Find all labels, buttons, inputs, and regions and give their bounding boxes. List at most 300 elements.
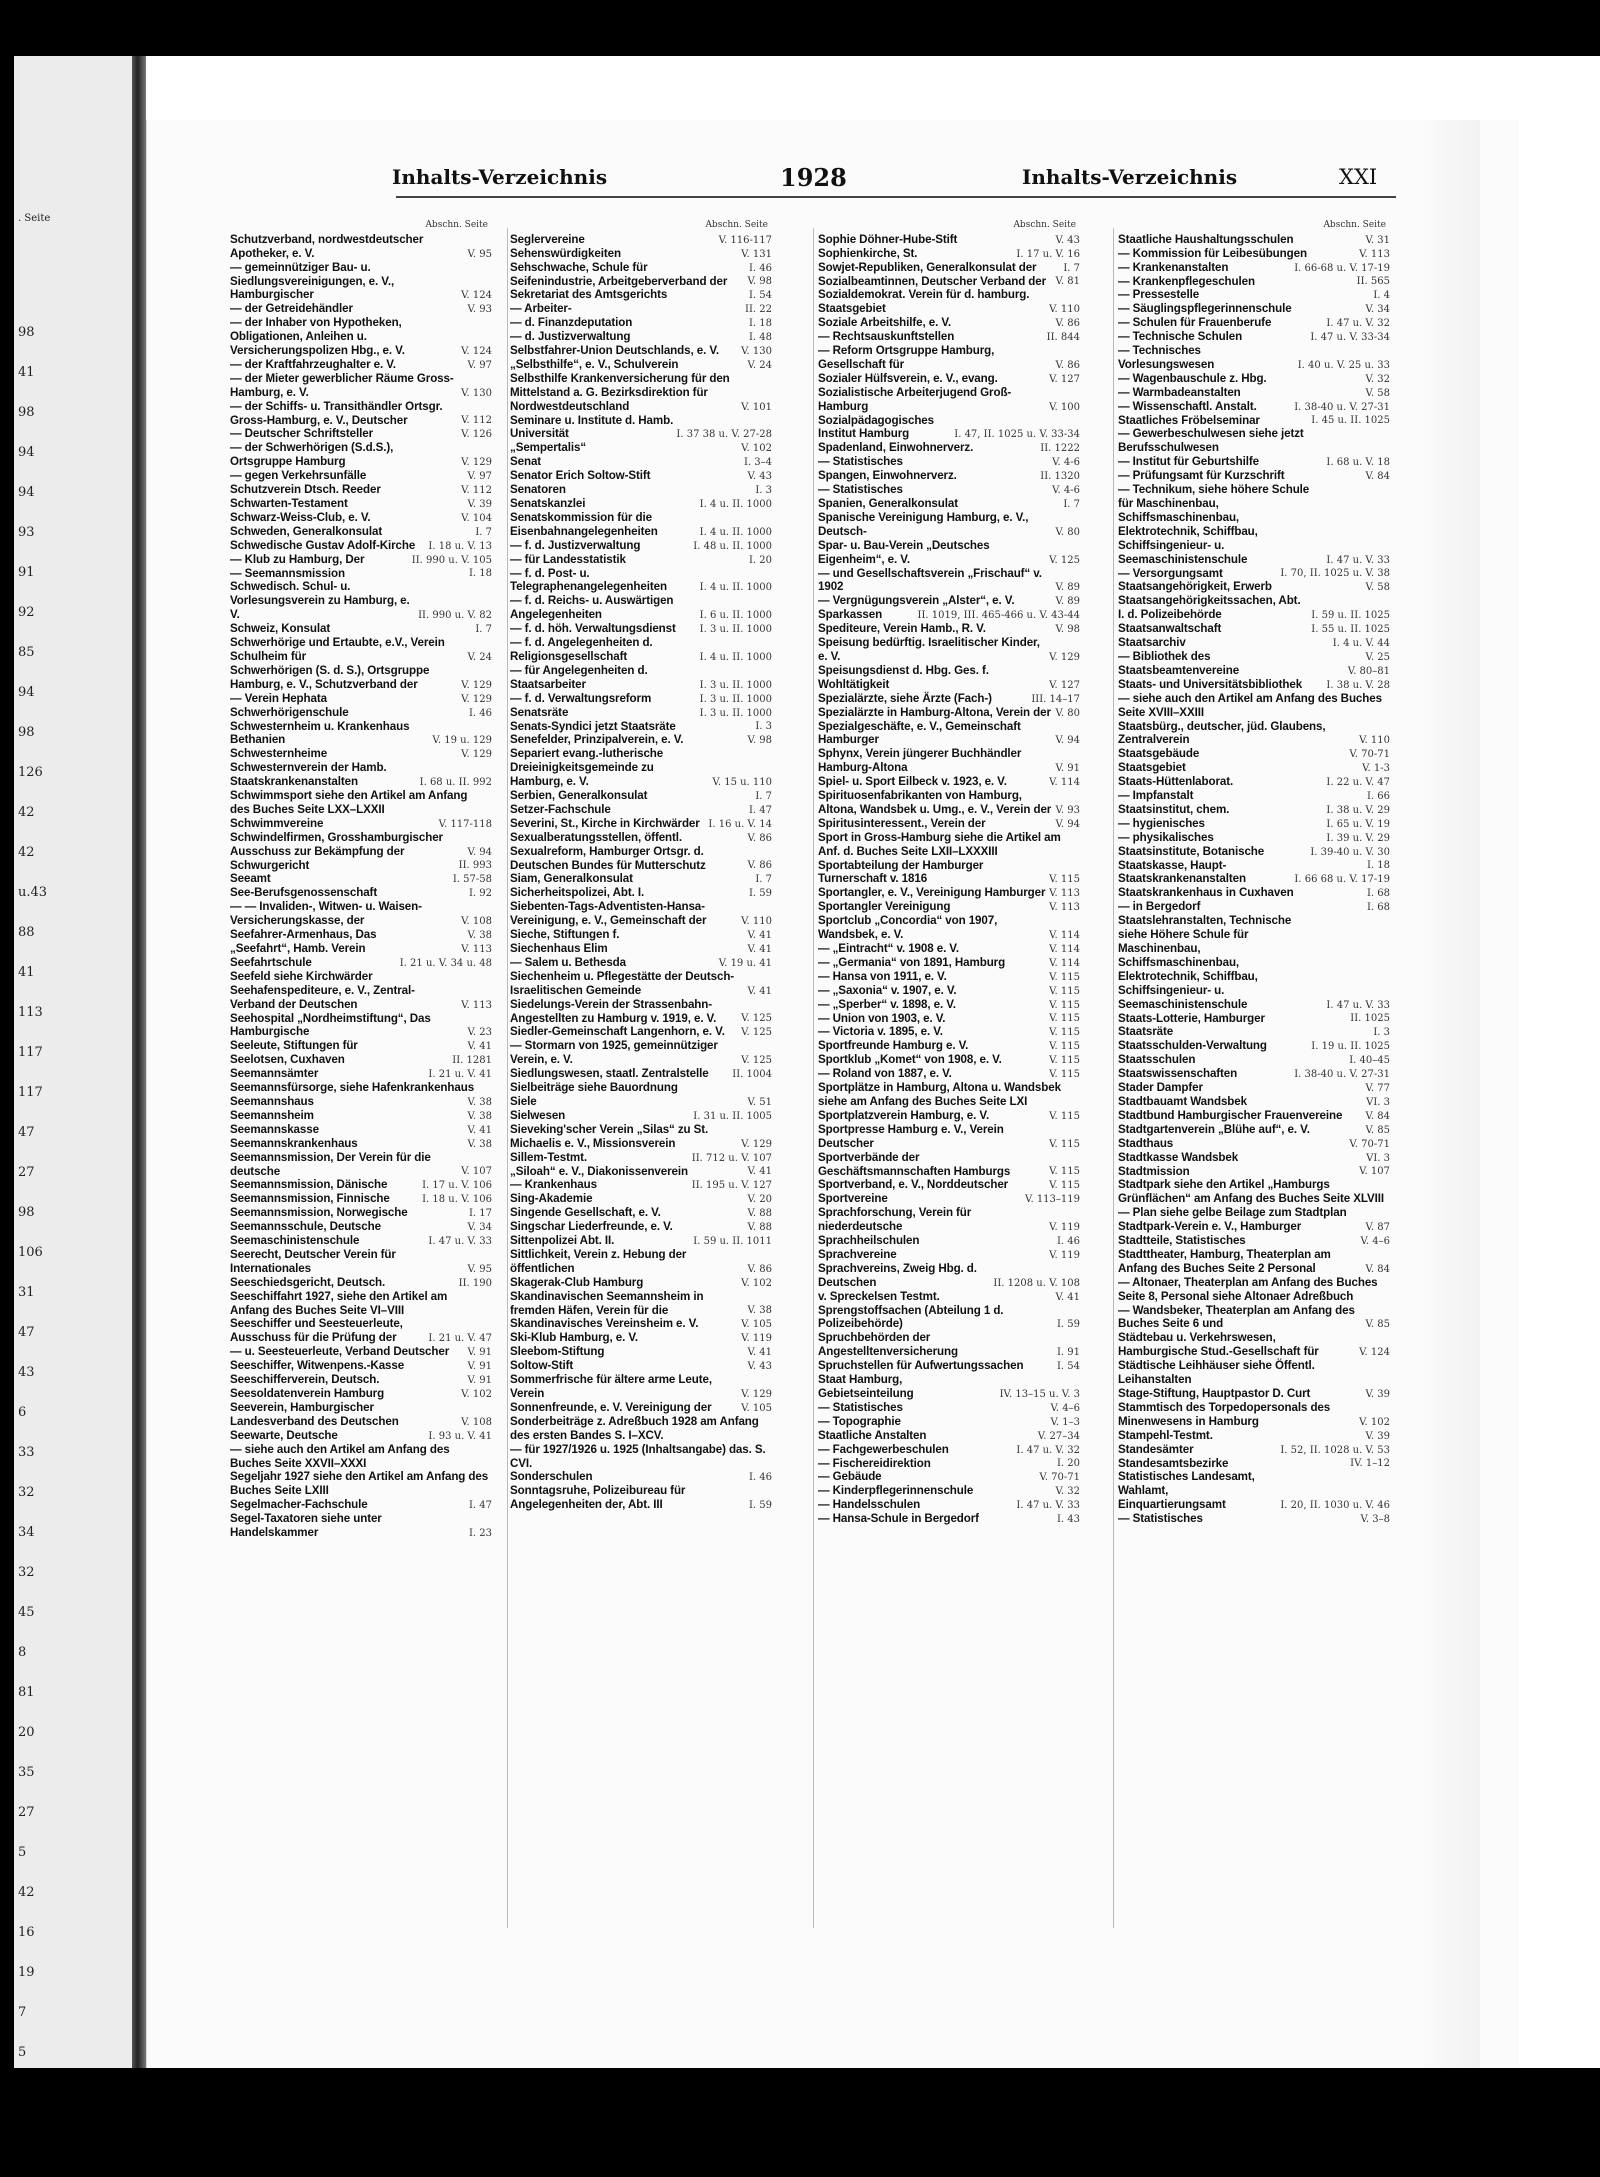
index-entry <box>1118 247 1390 261</box>
index-entry-reference: I. 68 u. II. 992 <box>419 777 492 789</box>
index-entry-reference: V. 124 <box>1359 1347 1390 1359</box>
index-entry <box>1118 914 1390 1011</box>
index-entry-reference: I. 3 u. II. 1000 <box>699 679 772 691</box>
index-entry-reference: I. 38-40 u. V. 27-31 <box>1294 401 1390 413</box>
index-entry-term: — Statistisches <box>818 1400 903 1414</box>
index-entry <box>230 1220 492 1234</box>
previous-page-number: 98 <box>18 405 35 420</box>
index-entry-term: Setzer-Fachschule <box>510 802 611 816</box>
index-entry-term: — Statistisches <box>818 483 903 497</box>
previous-page-number: 85 <box>18 645 35 660</box>
index-entry-reference: V. 129 <box>461 679 492 691</box>
index-entry <box>510 497 772 511</box>
index-entry-term: Staatskrankenanstalten <box>1118 872 1246 886</box>
index-entry-term: Staatsbeamtenvereine <box>1118 663 1240 677</box>
index-entry <box>1118 831 1390 845</box>
index-entry-term: Staatsangehörigkeit, Erwerb <box>1118 580 1272 594</box>
index-entry <box>818 984 1080 998</box>
index-entry-term: Stadtmission <box>1118 1164 1190 1178</box>
index-entry-term: Senefelder, Prinzipalverein, e. V. <box>510 733 684 747</box>
index-entry-term: — f. d. Angelegenheiten d. Religionsgesellschaft <box>510 636 653 663</box>
index-entry <box>510 1109 772 1123</box>
previous-page-number: 42 <box>18 845 35 860</box>
previous-page-number: 5 <box>18 1845 27 1860</box>
index-entry-reference: I. 47 u. V. 32 <box>1016 1444 1080 1456</box>
index-entry-term: — d. Finanzdeputation <box>510 316 633 330</box>
index-entry-reference: VI. 3 <box>1366 1152 1390 1164</box>
index-entry-term: Siedelungs-Verein der Strassenbahn-Angestellten zu Hamburg v. 1919, e. V. <box>510 997 717 1025</box>
index-entry <box>230 761 492 789</box>
index-entry-term: Senatskommission für die Eisenbahnangelegenheiten <box>510 510 658 538</box>
index-entry <box>818 1067 1080 1081</box>
index-entry-reference: V. 110 <box>1049 304 1080 316</box>
index-entry-reference: II. 22 <box>745 304 772 316</box>
index-entry <box>510 636 772 664</box>
index-entry-reference: V. 80 <box>1055 526 1080 538</box>
index-entry-term: Stadtteile, Statistisches <box>1118 1234 1246 1248</box>
index-entry <box>510 288 772 302</box>
index-entry <box>230 1290 492 1318</box>
column-divider <box>1113 228 1114 1928</box>
index-entry-term: — f. d. Justizverwaltung <box>510 538 641 552</box>
index-entry-term: — „Sperber“ v. 1898, e. V. <box>818 997 956 1011</box>
index-entry-reference: I. 47 <box>468 1500 492 1512</box>
index-entry-reference: V. 126 <box>461 429 492 441</box>
index-entry-term: Seifenindustrie, Arbeitgeberverband der <box>510 274 728 288</box>
previous-page-number: 31 <box>18 1285 35 1300</box>
index-entry-term: Schwedische Gustav Adolf-Kirche <box>230 538 416 552</box>
index-entry-term: Siedler-Gemeinschaft Langenhorn, e. V. <box>510 1025 725 1039</box>
index-entry-term: Sozialdemokrat. Verein für d. hamburg. Staatsgebiet <box>818 288 1030 316</box>
index-entry <box>510 1359 772 1373</box>
index-entry-term: Standesämter <box>1118 1442 1194 1456</box>
index-entry-term: Staatsinstitut, chem. <box>1118 802 1230 816</box>
index-entry-term: Stadtgartenverein „Blühe auf“, e. V. <box>1118 1122 1310 1136</box>
index-entry-term: Staatliches Fröbelseminar <box>1118 413 1260 427</box>
index-entry-reference: V. 38 <box>467 1138 492 1150</box>
index-entry-reference: V. 98 <box>747 276 772 288</box>
index-entry <box>1118 261 1390 275</box>
index-entry <box>1118 1331 1390 1359</box>
index-entry-term: Seemannsmission, Norwegische <box>230 1206 408 1220</box>
index-entry-term: Sowjet-Republiken, Generalkonsulat der <box>818 260 1037 274</box>
index-entry-term: Seemannsämter <box>230 1067 319 1081</box>
index-entry-term: Schweden, Generalkonsulat <box>230 524 383 538</box>
index-entry <box>1118 664 1390 678</box>
index-entry-term: Sprachvereine <box>818 1247 897 1261</box>
index-entry-term: Spezialgeschäfte, e. V., Gemeinschaft Hamburger <box>818 719 1021 747</box>
index-entry-reference: V. 115 <box>1049 1027 1080 1039</box>
index-entry <box>1118 1178 1390 1206</box>
index-entry-term: Stadtbund Hamburgischer Frauenvereine <box>1118 1108 1343 1122</box>
index-entry <box>818 1234 1080 1248</box>
index-entry <box>510 594 772 622</box>
index-entry-reference: I. 3 <box>755 485 772 497</box>
index-entry-reference: I. 39 u. V. 29 <box>1326 832 1390 844</box>
index-entry-reference: V. 115 <box>1049 1166 1080 1178</box>
index-entry-reference: I. 46 <box>1056 1235 1080 1247</box>
index-entry-term: Seelotsen, Cuxhaven <box>230 1053 345 1067</box>
index-entry-term: Soziale Arbeitshilfe, e. V. <box>818 316 952 330</box>
index-entry-reference: V. 3–8 <box>1360 1514 1390 1526</box>
index-entry-term: — für Landesstatistik <box>510 552 626 566</box>
index-entry-reference: V. 27–34 <box>1037 1430 1080 1442</box>
index-entry <box>818 970 1080 984</box>
previous-page-head: . Seite <box>18 213 51 224</box>
index-entry <box>818 720 1080 748</box>
index-entry <box>818 261 1080 275</box>
index-entry-reference: I. 47 u. V. 33 <box>1326 999 1390 1011</box>
index-entry <box>510 1081 772 1095</box>
index-entry <box>230 956 492 970</box>
index-entry <box>230 622 492 636</box>
index-entry <box>818 594 1080 608</box>
index-entry-term: Seesoldatenverein Hamburg <box>230 1387 385 1401</box>
column-divider <box>507 228 508 1928</box>
scan-border-top <box>0 0 1600 56</box>
index-entry <box>1118 1401 1390 1429</box>
index-entry-reference: V. 86 <box>1055 318 1080 330</box>
index-entry <box>818 886 1080 900</box>
index-entry <box>818 1081 1080 1109</box>
index-entry-term: Soltow-Stift <box>510 1359 574 1373</box>
index-entry <box>230 900 492 928</box>
index-entry-term: Schwerhörigenschule <box>230 705 349 719</box>
index-entry-reference: V. 112 <box>461 415 492 427</box>
index-entry-term: Sonderbeiträge z. Adreßbuch 1928 am Anfang des ersten Bandes S. I–XCV. <box>510 1414 759 1442</box>
index-entry-reference: II. 993 <box>458 860 492 872</box>
index-entry <box>818 288 1080 316</box>
index-entry-reference: I. 7 <box>475 526 492 538</box>
index-entry <box>818 914 1080 942</box>
previous-page-number: 27 <box>18 1805 35 1820</box>
index-entry <box>818 1123 1080 1151</box>
index-entry-term: Seehafenspediteure, e. V., Zentral-Verband der Deutschen <box>230 983 415 1011</box>
index-entry-reference: V. 127 <box>1049 373 1080 385</box>
index-entry <box>818 455 1080 469</box>
index-entry <box>510 1290 772 1318</box>
index-entry-reference: V. 108 <box>461 916 492 928</box>
index-entry-reference: V. 110 <box>1359 735 1390 747</box>
index-entry-reference: V. 113 <box>1049 902 1080 914</box>
index-entry-term: — der Kraftfahrzeughalter e. V. <box>230 357 396 371</box>
index-entry-term: — gegen Verkehrsunfälle <box>230 469 367 483</box>
index-entry <box>230 567 492 581</box>
previous-page-number: 117 <box>18 1085 43 1100</box>
index-entry-term: Serbien, Generalkonsulat <box>510 789 648 803</box>
index-entry <box>818 441 1080 455</box>
index-entry-reference: I. 4 u. II. 1000 <box>699 582 772 594</box>
index-entry-term: Siechenheim u. Pflegestätte der Deutsch-Israelitischen Gemeinde <box>510 969 735 997</box>
index-entry <box>1118 650 1390 664</box>
previous-page-number: 32 <box>18 1485 35 1500</box>
header-title-left: Inhalts-Verzeichnis <box>392 165 608 189</box>
index-entry-reference: V. 84 <box>1365 1263 1390 1275</box>
index-entry <box>1118 817 1390 831</box>
index-entry <box>230 580 492 622</box>
index-entry-reference: I. 3 u. II. 1000 <box>699 707 772 719</box>
index-entry-term: Senatsräte <box>510 705 569 719</box>
index-entry <box>818 330 1080 344</box>
index-entry-term: — und Gesellschaftsverein „Frischauf“ v. 1902 <box>818 566 1042 594</box>
index-entry <box>230 427 492 441</box>
index-entry-reference: I. 4 u. V. 44 <box>1332 637 1390 649</box>
previous-page-number: 47 <box>18 1325 35 1340</box>
index-entry <box>1118 1012 1390 1026</box>
index-entry-reference: I. 18 u. V. 106 <box>422 1194 492 1206</box>
index-entry-reference: V. 119 <box>1049 1222 1080 1234</box>
column-head: Abschn. Seite <box>705 220 768 230</box>
index-entry-reference: V. 88 <box>747 1222 772 1234</box>
index-entry-reference: V. 38 <box>747 1305 772 1317</box>
index-entry <box>1118 1220 1390 1234</box>
previous-page-number: 98 <box>18 1205 35 1220</box>
index-entry <box>510 1095 772 1109</box>
index-entry-reference: V. 125 <box>1049 554 1080 566</box>
index-entry <box>818 497 1080 511</box>
index-entry <box>1118 859 1390 873</box>
index-entry-term: Siebenten-Tags-Adventisten-Hansa-Vereinigung, e. V., Gemeinschaft der <box>510 900 707 928</box>
index-entry-term: — der Getreidehändler <box>230 302 353 316</box>
index-entry-reference: V. 125 <box>741 1013 772 1025</box>
index-entry <box>1118 845 1390 859</box>
index-entry <box>1118 1081 1390 1095</box>
index-entry <box>818 789 1080 817</box>
index-entry <box>1118 789 1390 803</box>
index-entry-term: Sprengstoffsachen (Abteilung 1 d. Polizeibehörde) <box>818 1303 1004 1331</box>
index-entry <box>818 1151 1080 1179</box>
index-entry-term: Senator Erich Soltow-Stift <box>510 469 651 483</box>
index-entry <box>230 441 492 469</box>
index-entry <box>818 1457 1080 1471</box>
index-entry-term: Sprachheilschulen <box>818 1234 920 1248</box>
index-entry <box>818 747 1080 775</box>
index-entry-term: Seeschiffer, Witwenpens.-Kasse <box>230 1359 405 1373</box>
index-entry <box>510 886 772 900</box>
index-entry-term: — Wissenschaftl. Anstalt. <box>1118 399 1257 413</box>
index-entry <box>818 344 1080 372</box>
index-entry-term: Sophie Döhner-Hube-Stift <box>818 232 958 246</box>
index-entry-reference: V. 130 <box>741 345 772 357</box>
index-entry-term: Staats- und Universitätsbibliothek <box>1118 677 1303 691</box>
index-entry-reference: I. 7 <box>755 874 772 886</box>
previous-page-number: 117 <box>18 1045 43 1060</box>
index-entry <box>1118 747 1390 761</box>
index-entry <box>1118 302 1390 316</box>
index-entry-term: Seefeld siehe Kirchwärder <box>230 969 373 983</box>
index-entry-term: Seeschiffer und Seesteuerleute, Ausschuss für die Prüfung der <box>230 1317 403 1345</box>
index-entry-reference: V. 114 <box>1049 943 1080 955</box>
index-entry-reference: II. 565 <box>1356 276 1390 288</box>
index-entry-reference: I. 54 <box>1056 1361 1080 1373</box>
index-entry <box>510 622 772 636</box>
index-entry-reference: I. 31 u. II. 1005 <box>693 1110 772 1122</box>
index-entry-reference: I. 17 u. V. 106 <box>422 1180 492 1192</box>
index-entry-term: Seemannskrankenhaus <box>230 1136 358 1150</box>
index-entry <box>230 372 492 400</box>
index-entry-reference: V. 94 <box>1055 818 1080 830</box>
index-entry <box>510 1415 772 1443</box>
index-entry <box>818 1109 1080 1123</box>
index-entry-reference: V. 102 <box>741 443 772 455</box>
index-entry-reference: I. 17 <box>468 1208 492 1220</box>
index-entry-term: — für Angelegenheiten d. Staatsarbeiter <box>510 663 648 691</box>
index-entry-term: Segeljahr 1927 siehe den Artikel am Anfang des Buches Seite LXIII <box>230 1470 489 1498</box>
index-entry <box>818 233 1080 247</box>
index-entry-term: Siam, Generalkonsulat <box>510 872 633 886</box>
index-entry <box>510 344 772 358</box>
index-entry <box>230 1429 492 1443</box>
index-entry <box>818 1262 1080 1290</box>
index-entry-term: Seemannsmission, Dänische <box>230 1178 388 1192</box>
index-entry-term: — Schulen für Frauenberufe <box>1118 316 1272 330</box>
index-entry-term: — Kommission für Leibesübungen <box>1118 246 1307 260</box>
index-entry-term: Staatsanwaltschaft <box>1118 622 1222 636</box>
page-gutter <box>132 56 146 2068</box>
index-entry-term: Sportverbände der Geschäftsmannschaften Hamburgs <box>818 1150 1011 1178</box>
index-entry <box>1118 1206 1390 1220</box>
index-entry <box>510 942 772 956</box>
index-entry-reference: V. 86 <box>1055 359 1080 371</box>
index-entry-reference: I. 70, II. 1025 u. V. 38 <box>1280 568 1390 580</box>
index-entry-term: Schwesternheime <box>230 747 328 761</box>
index-entry-term: Severini, St., Kirche in Kirchwärder <box>510 816 700 830</box>
index-entry-reference: I. 68 u. V. 18 <box>1326 457 1390 469</box>
index-entry <box>1118 636 1390 650</box>
index-entry <box>1118 1443 1390 1457</box>
index-entry-reference: I. 38-40 u. V. 27-31 <box>1294 1069 1390 1081</box>
index-entry-term: — in Bergedorf <box>1118 900 1201 914</box>
index-entry <box>510 1206 772 1220</box>
index-entry-term: Seemannsheim <box>230 1108 314 1122</box>
index-entry <box>230 1095 492 1109</box>
index-entry <box>1118 1359 1390 1387</box>
index-entry-reference: V. 129 <box>741 1138 772 1150</box>
index-entry-term: Spezialärzte, siehe Ärzte (Fach-) <box>818 691 992 705</box>
index-entry-reference: I. 3 <box>1373 1027 1390 1039</box>
index-entry-reference: I. 21 u. V. 47 <box>428 1333 492 1345</box>
index-entry-reference: I. 47, II. 1025 u. V. 33-34 <box>954 429 1080 441</box>
index-entry-term: Staatsarchiv <box>1118 636 1186 650</box>
index-entry <box>1118 372 1390 386</box>
index-entry-reference: V. 23 <box>467 1027 492 1039</box>
index-entry <box>510 1025 772 1039</box>
index-column-4 <box>1118 220 1390 1960</box>
index-entry-term: — Arbeiter- <box>510 302 572 316</box>
index-entry-term: Senat <box>510 455 542 469</box>
index-entry-term: — d. Justizverwaltung <box>510 330 631 344</box>
index-entry-reference: V. 91 <box>1055 763 1080 775</box>
index-entry <box>1118 872 1390 886</box>
index-entry <box>230 302 492 316</box>
index-entry <box>818 900 1080 914</box>
index-entry <box>1118 1151 1390 1165</box>
column-head: Abschn. Seite <box>1323 220 1386 230</box>
index-entry-reference: V. 100 <box>1049 401 1080 413</box>
index-entry-reference: V. 102 <box>1359 1416 1390 1428</box>
index-entry-reference: V. 39 <box>467 498 492 510</box>
index-entry-term: — siehe auch den Artikel am Anfang des Buches Seite XXVII–XXXI <box>230 1442 450 1470</box>
index-entry-term: Selbstfahrer-Union Deutschlands, e. V. <box>510 344 720 358</box>
index-entry-term: — Victoria v. 1895, e. V. <box>818 1025 943 1039</box>
index-entry-reference: I. 48 u. II. 1000 <box>693 540 772 552</box>
index-entry-reference: V. 116-117 <box>718 234 772 246</box>
index-entry-term: Staatsbürg., deutscher, jüd. Glaubens, Zentralverein <box>1118 719 1326 747</box>
index-entry-term: Sportplatzverein Hamburg, e. V. <box>818 1108 990 1122</box>
index-entry <box>510 831 772 845</box>
index-entry-term: Staatswissenschaften <box>1118 1067 1238 1081</box>
previous-page-number: 81 <box>18 1685 35 1700</box>
index-entry-term: Sonnenfreunde, e. V. Vereinigung der <box>510 1400 712 1414</box>
index-entry-term: — Union von 1903, e. V. <box>818 1011 946 1025</box>
index-entry-reference: V. 125 <box>741 1055 772 1067</box>
index-entry-term: Staatsschulen <box>1118 1053 1196 1067</box>
index-entry-term: Ski-Klub Hamburg, e. V. <box>510 1331 639 1345</box>
index-entry <box>1118 386 1390 400</box>
index-entry-reference: V. 77 <box>1365 1082 1390 1094</box>
index-entry <box>510 316 772 330</box>
index-entry-reference: V. 112 <box>461 485 492 497</box>
index-entry <box>230 1039 492 1053</box>
index-entry-reference: V. 113 <box>1359 248 1390 260</box>
index-entry-reference: I. 6 u. II. 1000 <box>699 610 772 622</box>
index-entry <box>510 1248 772 1276</box>
index-entry <box>230 1276 492 1290</box>
index-entry <box>230 1012 492 1040</box>
index-entry-term: v. Spreckelsen Testmt. <box>818 1289 940 1303</box>
previous-page-number: 27 <box>18 1165 35 1180</box>
index-entry <box>510 1220 772 1234</box>
index-entry-term: Siedlungswesen, staatl. Zentralstelle <box>510 1067 709 1081</box>
header-rule <box>396 196 1396 198</box>
index-entry-reference: I. 20, II. 1030 u. V. 46 <box>1280 1500 1390 1512</box>
index-entry <box>1118 1248 1390 1276</box>
index-entry-reference: II. 990 u. V. 105 <box>411 554 492 566</box>
index-entry-reference: V. 124 <box>461 345 492 357</box>
index-entry-reference: I. 18 <box>468 568 492 580</box>
index-entry-term: Seglervereine <box>510 232 585 246</box>
index-entry <box>1118 1109 1390 1123</box>
index-entry <box>818 511 1080 539</box>
index-entry <box>510 261 772 275</box>
index-entry-reference: I. 4 u. II. 1000 <box>699 498 772 510</box>
index-entry <box>1118 622 1390 636</box>
column-head: Abschn. Seite <box>1013 220 1076 230</box>
index-entry <box>230 497 492 511</box>
index-entry-term: Senats-Syndici jetzt Staatsräte <box>510 719 676 733</box>
index-entry-reference: V. 39 <box>1365 1430 1390 1442</box>
index-entry-reference: V. 114 <box>1049 777 1080 789</box>
index-entry <box>230 1248 492 1276</box>
previous-page-number: 92 <box>18 605 35 620</box>
page-edge <box>1420 120 1480 2068</box>
index-entry <box>1118 1276 1390 1304</box>
index-entry-reference: II. 1004 <box>732 1069 772 1081</box>
index-entry-reference: I. 47 u. V. 32 <box>1326 318 1390 330</box>
index-entry-reference: VI. 3 <box>1366 1096 1390 1108</box>
index-entry-reference: V. 91 <box>467 1361 492 1373</box>
index-entry-reference: IV. 13–15 u. V. 3 <box>999 1388 1080 1400</box>
index-entry-term: — Reform Ortsgruppe Hamburg, Gesellschaft für <box>818 344 995 371</box>
index-entry-reference: V. 117-118 <box>438 818 492 830</box>
index-entry-reference: V. 70-71 <box>1039 1472 1080 1484</box>
index-entry-term: Standesamtsbezirke <box>1118 1456 1229 1470</box>
index-entry-term: — f. d. Post- u. Telegraphenangelegenheiten <box>510 566 667 594</box>
index-entry <box>1118 316 1390 330</box>
index-entry-reference: V. 51 <box>747 1096 772 1108</box>
column-head: Abschn. Seite <box>425 220 488 230</box>
index-entry <box>510 441 772 455</box>
